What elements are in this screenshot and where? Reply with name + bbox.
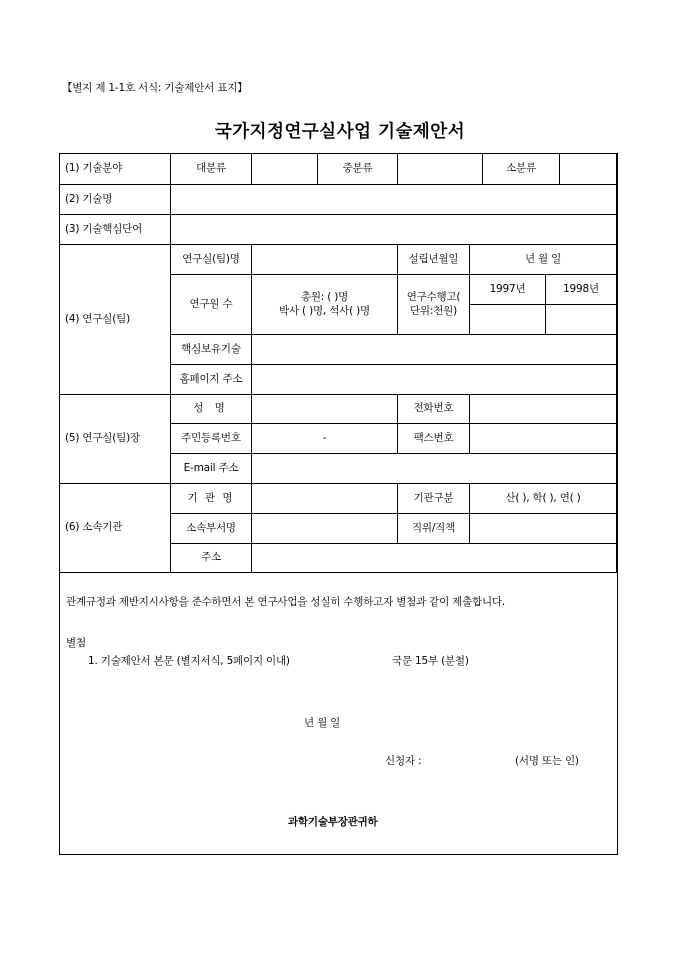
email-field[interactable]: [252, 454, 617, 484]
lab-name-field[interactable]: [252, 245, 398, 275]
minor-category-field[interactable]: [560, 154, 617, 185]
institution-type-options[interactable]: 산( ), 학( ), 연( ): [470, 484, 617, 514]
budget-year-1998-header: 1998년: [546, 275, 617, 305]
phone-field[interactable]: [470, 395, 617, 424]
keywords-field[interactable]: [171, 215, 617, 245]
lab-section-label: (4) 연구실(팀): [60, 245, 171, 395]
resident-id-field[interactable]: -: [252, 424, 398, 454]
major-category-label: 대분류: [171, 154, 252, 185]
head-name-label: 성 명: [171, 395, 252, 424]
middle-category-label: 중분류: [318, 154, 398, 185]
founded-date-field[interactable]: 년 월 일: [470, 245, 617, 275]
total-researchers-text: 총원: ( )명: [300, 291, 349, 304]
minor-category-label: 소분류: [483, 154, 560, 185]
affiliation-section-label: (6) 소속기관: [60, 484, 171, 573]
founded-date-label: 설립년월일: [398, 245, 470, 275]
address-label: 주소: [171, 544, 252, 573]
researcher-count-field[interactable]: [252, 275, 398, 335]
core-tech-field[interactable]: [252, 335, 617, 365]
position-label: 직위/직책: [398, 514, 470, 544]
recipient: 과학기술부장관귀하: [288, 816, 378, 828]
researcher-count-label: 연구원 수: [171, 275, 252, 335]
department-label: 소속부서명: [171, 514, 252, 544]
attachment-item: 1. 기술제안서 본문 (별지서식, 5페이지 이내): [88, 655, 290, 667]
address-field[interactable]: [252, 544, 617, 573]
position-field[interactable]: [470, 514, 617, 544]
head-name-field[interactable]: [252, 395, 398, 424]
phone-label: 전화번호: [398, 395, 470, 424]
resident-id-label: 주민등록번호: [171, 424, 252, 454]
declaration-section: [60, 573, 617, 854]
fax-label: 팩스번호: [398, 424, 470, 454]
budget-1997-field[interactable]: [470, 305, 546, 335]
signature-label: (서명 또는 인): [515, 755, 579, 767]
form-reference: 【별지 제 1-1호 서식: 기술제안서 표지】: [62, 82, 248, 94]
major-category-field[interactable]: [252, 154, 318, 185]
email-label: E-mail 주소: [171, 454, 252, 484]
institution-name-label: 기 관 명: [171, 484, 252, 514]
tech-name-label: (2) 기술명: [60, 185, 171, 215]
document-title: 국가지정연구실사업 기술제안서: [214, 122, 466, 142]
budget-1998-field[interactable]: [546, 305, 617, 335]
institution-type-label: 기관구분: [398, 484, 470, 514]
department-field[interactable]: [252, 514, 398, 544]
middle-category-field[interactable]: [398, 154, 483, 185]
proposal-form: [59, 153, 618, 855]
declaration-text: 관계규정과 제반지시사항을 준수하면서 본 연구사업을 성실히 수행하고자 별첨과 같이 제출합니다.: [66, 596, 506, 608]
degree-breakdown-text: 박사 ( )명, 석사( )명: [279, 304, 370, 317]
budget-year-1997-header: 1997년: [470, 275, 546, 305]
core-tech-label: 핵심보유기술: [171, 335, 252, 365]
research-budget-label: [398, 275, 470, 335]
homepage-field[interactable]: [252, 365, 617, 395]
tech-field-label: (1) 기술분야: [60, 154, 171, 185]
budget-label-line2: 단위:천원): [409, 304, 457, 317]
keywords-label: (3) 기술핵심단어: [60, 215, 171, 245]
attachment-heading: 별첨: [66, 637, 86, 649]
tech-name-field[interactable]: [171, 185, 617, 215]
institution-name-field[interactable]: [252, 484, 398, 514]
fax-field[interactable]: [470, 424, 617, 454]
lab-name-label: 연구실(팀)명: [171, 245, 252, 275]
lab-head-section-label: (5) 연구실(팀)장: [60, 395, 171, 484]
applicant-label: 신청자 :: [385, 755, 422, 767]
budget-label-line1: 연구수행고(: [406, 291, 461, 304]
attachment-copies: 국문 15부 (분철): [392, 655, 469, 667]
date-line[interactable]: 년 월 일: [304, 717, 341, 729]
homepage-label: 홈페이지 주소: [171, 365, 252, 395]
